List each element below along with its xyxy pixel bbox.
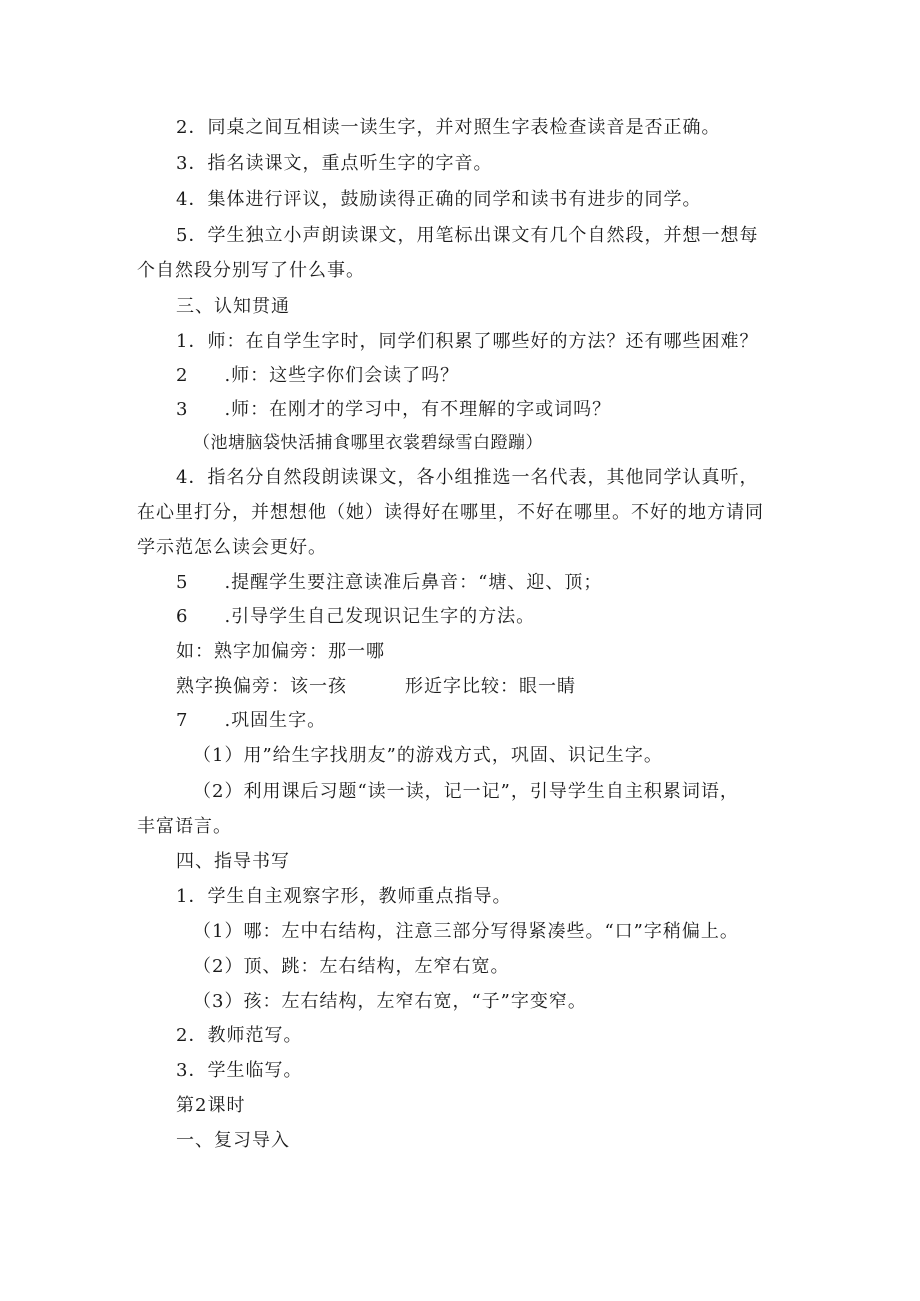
lesson-heading: 第2课时 (176, 1095, 246, 1116)
example-add-radical: 如：熟字加偏旁：那一哪 (176, 641, 385, 662)
word-list: （池塘脑袋快活捕食哪里衣裳碧绿雪白蹬蹦） (193, 433, 543, 453)
paragraph-writing-3: 3．学生临写。 (176, 1060, 303, 1081)
writing-sub-2: （2）顶、跳：左右结构，左窄右宽。 (193, 956, 510, 977)
paragraph-step-7 (176, 709, 326, 733)
paragraph-teacher-3 (176, 398, 611, 422)
paragraph-writing-1: 1．学生自主观察字形，教师重点指导。 (176, 886, 512, 907)
item-text: .师：在刚才的学习中，有不理解的字或词吗？ (224, 399, 612, 420)
sub-item-1: （1）用”给生字找朋友”的游戏方式，巩固、识记生字。 (193, 745, 663, 766)
item-text: .巩固生字。 (224, 710, 327, 731)
paragraph-step-5: 5．学生独立小声朗读课文，用笔标出课文有几个自然段，并想一想每 (176, 225, 759, 246)
sub-item-2: （2）利用课后习题“读一读，记一记”，引导学生自主积累词语， (193, 781, 739, 802)
paragraph-writing-2: 2．教师范写。 (176, 1025, 303, 1046)
paragraph-teacher-2 (176, 364, 459, 388)
section-heading-review: 一、复习导入 (176, 1130, 290, 1151)
paragraph-step-3: 3．指名读课文，重点听生字的字音。 (176, 153, 493, 174)
example-compare: 形近字比较：眼一睛 (405, 676, 576, 697)
paragraph-teacher-1: 1．师：在自学生字时，同学们积累了哪些好的方法？还有哪些困难？ (176, 331, 759, 352)
paragraph-step-2: 2．同桌之间互相读一读生字，并对照生字表检查读音是否正确。 (176, 117, 721, 138)
paragraph-step-4b-cont2: 学示范怎么读会更好。 (137, 537, 327, 558)
section-heading-4: 四、指导书写 (176, 851, 290, 872)
example-text: 熟字换偏旁：该一孩 (176, 676, 347, 697)
item-number: 2 (176, 365, 189, 386)
item-text: .师：这些字你们会读了吗？ (224, 365, 460, 386)
paragraph-step-4b-cont1: 在心里打分，并想想他（她）读得好在哪里，不好在哪里。不好的地方请同 (137, 502, 764, 523)
writing-sub-3: （3）孩：左右结构，左窄右宽，“子”字变窄。 (193, 991, 587, 1012)
item-number: 5 (176, 572, 189, 593)
item-text: .引导学生自己发现识记生字的方法。 (224, 606, 536, 627)
section-heading-3: 三、认知贯通 (176, 296, 290, 317)
sub-item-2-cont: 丰富语言。 (137, 816, 232, 837)
example-change-radical (176, 675, 576, 699)
paragraph-step-6b (176, 605, 535, 629)
item-number: 3 (176, 399, 189, 420)
item-text: .提醒学生要注意读准后鼻音：“塘、迎、顶； (224, 572, 603, 593)
paragraph-step-4: 4．集体进行评议，鼓励读得正确的同学和读书有进步的同学。 (176, 189, 702, 210)
paragraph-step-5b (176, 571, 602, 595)
item-number: 6 (176, 606, 189, 627)
paragraph-step-5-cont: 个自然段分别写了什么事。 (137, 260, 365, 281)
paragraph-step-4b: 4．指名分自然段朗读课文，各小组推选一名代表，其他同学认真听， (176, 467, 759, 488)
writing-sub-1: （1）哪：左中右结构，注意三部分写得紧凑些。“口”字稍偏上。 (193, 921, 739, 942)
item-number: 7 (176, 710, 189, 731)
